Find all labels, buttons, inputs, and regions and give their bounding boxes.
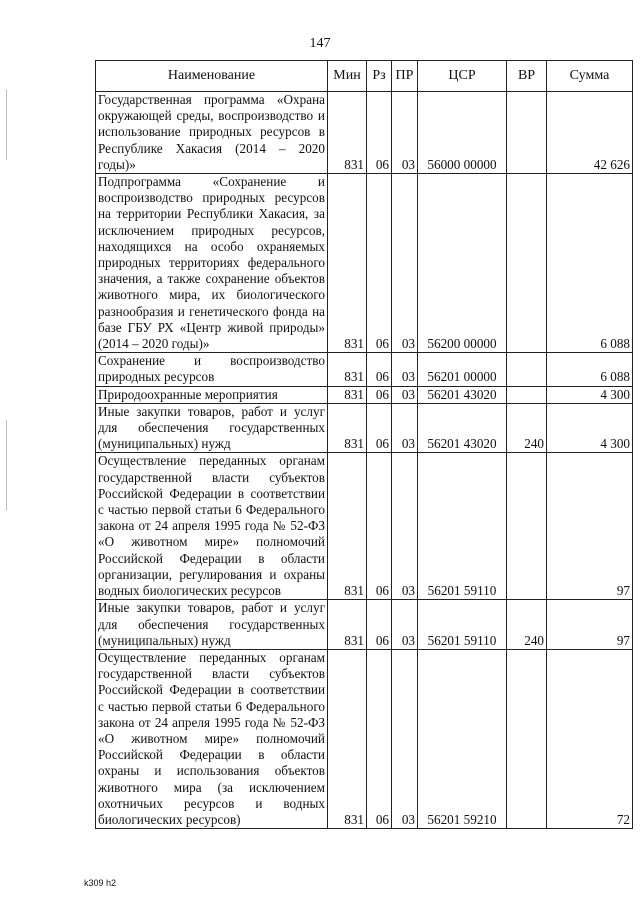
row-min: 831 [328,600,367,650]
row-sum: 97 [547,453,633,600]
table-row [96,649,633,828]
row-sum: 97 [547,600,633,650]
row-min: 831 [328,403,367,453]
row-rz: 06 [367,92,392,174]
row-csr: 56201 43020 [418,386,507,403]
row-min: 831 [328,649,367,828]
row-sum: 6 088 [547,174,633,353]
table-header [96,61,633,92]
row-sum: 42 626 [547,92,633,174]
table-row [96,353,633,386]
row-name: Иные закупки товаров, работ и услуг для обеспечения государственных (муниципальных) нужд [96,600,328,650]
header-csr: ЦСР [418,61,507,92]
row-sum: 72 [547,649,633,828]
row-csr: 56201 59110 [418,453,507,600]
budget-table [95,60,633,829]
row-vr [507,92,547,174]
row-vr [507,649,547,828]
row-rz: 06 [367,174,392,353]
row-csr: 56201 59210 [418,649,507,828]
table-row [96,600,633,650]
table-row [96,174,633,353]
table-body [96,92,633,829]
row-csr: 56201 59110 [418,600,507,650]
row-min: 831 [328,453,367,600]
row-name: Природоохранные мероприятия [96,386,328,403]
row-min: 831 [328,174,367,353]
row-sum: 4 300 [547,386,633,403]
row-sum: 6 088 [547,353,633,386]
row-csr: 56201 00000 [418,353,507,386]
row-csr: 56200 00000 [418,174,507,353]
row-name: Осуществление переданных органам государственной власти субъектов Российской Федерации в соответствии с частью первой статьи 6 Федерального закона от 24 апреля 1995 года № 52-ФЗ «О животном мире» полномочий Российской Федерации в области охраны и использования объектов животного мира (за исключением охотничьих ресурсов и водных биологических ресурсов) [96,649,328,828]
header-name: Наименование [96,61,328,92]
page-number: 147 [309,36,331,51]
row-rz: 06 [367,386,392,403]
table-row [96,403,633,453]
row-vr [507,353,547,386]
row-pr: 03 [392,600,418,650]
row-name: Иные закупки товаров, работ и услуг для обеспечения государственных (муниципальных) нужд [96,403,328,453]
row-min: 831 [328,386,367,403]
row-rz: 06 [367,600,392,650]
row-vr [507,453,547,600]
row-name: Государственная программа «Охрана окружающей среды, воспроизводство и использование природных ресурсов в Республике Хакасия (2014 – 2020 годы)» [96,92,328,174]
header-sum: Сумма [547,61,633,92]
row-min: 831 [328,353,367,386]
footer-code: k309 h2 [84,878,117,888]
row-vr: 240 [507,403,547,453]
table-row [96,386,633,403]
row-name: Осуществление переданных органам государственной власти субъектов Российской Федерации в соответствии с частью первой статьи 6 Федерального закона от 24 апреля 1995 года № 52-ФЗ «О животном мире» полномочий Российской Федерации в области организации, регулирования и охраны водных биологических ресурсов [96,453,328,600]
table-row [96,453,633,600]
row-pr: 03 [392,386,418,403]
scan-margin-mark [6,90,7,160]
row-name: Сохранение и воспроизводство природных ресурсов [96,353,328,386]
scan-margin-mark [6,420,7,510]
row-rz: 06 [367,453,392,600]
row-pr: 03 [392,453,418,600]
row-vr [507,174,547,353]
row-rz: 06 [367,403,392,453]
header-min: Мин [328,61,367,92]
row-name: Подпрограмма «Сохранение и воспроизводство природных ресурсов на территории Республики Хакасия, за исключением природных ресурсов, находящихся на особо охраняемых природных территориях федерального значения, а также сохранение объектов животного мира, их биологического разнообразия и генетического фонда на базе ГБУ РХ «Центр живой природы» (2014 – 2020 годы)» [96,174,328,353]
row-csr: 56000 00000 [418,92,507,174]
row-pr: 03 [392,649,418,828]
row-rz: 06 [367,649,392,828]
row-csr: 56201 43020 [418,403,507,453]
table-row [96,92,633,174]
row-pr: 03 [392,92,418,174]
row-rz: 06 [367,353,392,386]
row-pr: 03 [392,174,418,353]
header-pr: ПР [392,61,418,92]
row-vr [507,386,547,403]
row-pr: 03 [392,353,418,386]
row-vr: 240 [507,600,547,650]
row-sum: 4 300 [547,403,633,453]
header-rz: Рз [367,61,392,92]
row-pr: 03 [392,403,418,453]
header-vr: ВР [507,61,547,92]
row-min: 831 [328,92,367,174]
